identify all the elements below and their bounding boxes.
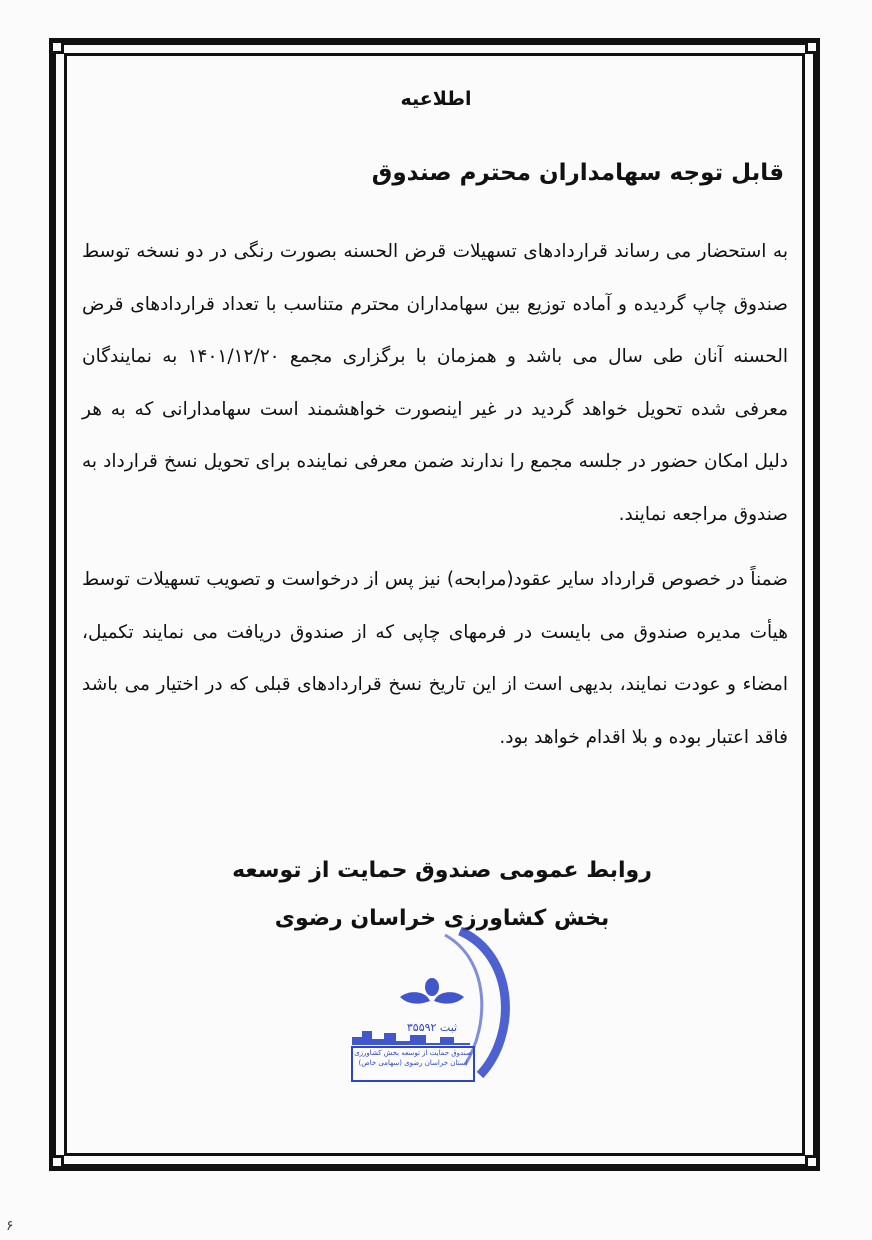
leaf-emblem-icon [400, 978, 464, 1004]
paragraph-2: ضمناً در خصوص قرارداد سایر عقود(مرابحه) نیز پس از درخواست و تصویب تسهیلات توسط هیأت مدیره صندوق می بایست در فرمهای چاپی که از صندوق دریافت می نمایند تکمیل، امضاء و عودت نمایند، بدیهی است از این تاریخ نسخ قراردادهای قبلی که در اختیار می باشد فاقد اعتبار بوده و بلا اقدام خواهد بود. [82, 569, 788, 748]
page-corner-mark: ۶ [6, 1218, 14, 1234]
announcement-title: اطلاعیه [400, 88, 472, 110]
signature-line-1: روابط عمومی صندوق حمایت از توسعه [232, 858, 652, 883]
stamp-registration: ثبت ۳۵۵۹۲ [406, 1021, 458, 1034]
stamp-ring-text: صندوق حمایت از توسعه بخش کشاورزی استان خراسان رضوی (سهامی خاص) [354, 1049, 472, 1067]
corner-ornament [50, 40, 64, 54]
signature-line-2: بخش کشاورزی خراسان رضوی [274, 906, 610, 931]
corner-ornament [805, 1155, 819, 1169]
corner-ornament [50, 1155, 64, 1169]
official-stamp [340, 925, 530, 1095]
corner-ornament [805, 40, 819, 54]
addressee-heading: قابل توجه سهامداران محترم صندوق [371, 160, 784, 186]
paragraph-1: به استحضار می رساند قراردادهای تسهیلات قرض الحسنه بصورت رنگی در دو نسخه توسط صندوق چاپ گردیده و آماده توزیع بین سهامداران محترم متناسب با تعداد قراردادهای قرض الحسنه آنان طی سال می باشد و همزمان با برگزاری مجمع ۱۴۰۱/۱۲/۲۰ به نمایندگان معرفی شده تحویل خواهد گردید در غیر اینصورت خواهشمند است سهامدارانی که به هر دلیل امکان حضور در جلسه مجمع را ندارند ضمن معرفی نماینده برای تحویل نسخ قرارداد به صندوق مراجعه نمایند. [82, 241, 788, 525]
